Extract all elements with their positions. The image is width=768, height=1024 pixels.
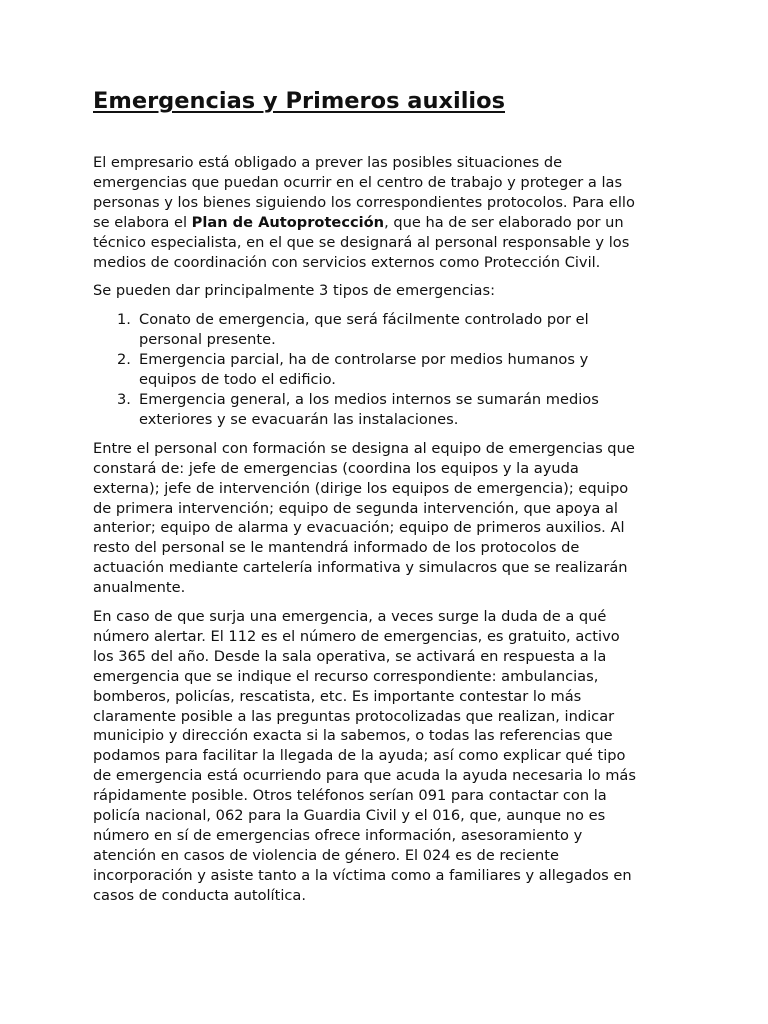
list-number: 1. <box>117 311 131 329</box>
text-line: rápidamente posible. Otros teléfonos serían 091 para contactar con la <box>93 787 607 805</box>
list-number: 2. <box>117 351 131 369</box>
text-line: medios de coordinación con servicios externos como Protección Civil. <box>93 253 601 271</box>
text-line: En caso de que surja una emergencia, a veces surge la duda de a qué <box>93 608 607 626</box>
text-line: de primera intervención; equipo de segunda intervención, que apoya al <box>93 499 618 517</box>
text-line: emergencias que puedan ocurrir en el centro de trabajo y proteger a las <box>93 173 623 191</box>
paragraph-plan-autoproteccion <box>93 153 683 272</box>
paragraph-equipo-emergencias <box>93 439 683 598</box>
paragraph-numeros-emergencia <box>93 607 683 906</box>
text-line: personal presente. <box>139 331 276 349</box>
emergency-types-list <box>93 310 683 429</box>
text-line: El empresario está obligado a prever las posibles situaciones de <box>93 154 563 171</box>
text-line: Entre el personal con formación se designa al equipo de emergencias que <box>93 439 635 457</box>
list-item <box>93 310 683 350</box>
text-line: atención en casos de violencia de género. El 024 es de reciente <box>93 846 559 864</box>
list-item <box>93 350 683 390</box>
text-line: número en sí de emergencias ofrece información, asesoramiento y <box>93 827 583 844</box>
text-line: número alertar. El 112 es el número de emergencias, es gratuito, activo <box>93 627 620 645</box>
bold-term-plan-autoproteccion: Plan de Autoprotección <box>191 213 385 231</box>
document-title: Emergencias y Primeros auxilios <box>93 88 505 114</box>
text-line: resto del personal se le mantendrá informado de los protocolos de <box>93 539 580 557</box>
text-line: policía nacional, 062 para la Guardia Civil y el 016, que, aunque no es <box>93 807 606 825</box>
text-line: claramente posible a las preguntas protocolizadas que realizan, indicar <box>93 707 615 725</box>
text-line: personas y los bienes siguiendo los correspondientes protocolos. Para ello <box>93 193 635 211</box>
list-number: 3. <box>117 390 131 408</box>
text-line: los 365 del año. Desde la sala operativa, se activará en respuesta a la <box>93 647 607 665</box>
text-line: externa); jefe de intervención (dirige los equipos de emergencia); equipo <box>93 479 629 497</box>
paragraph-tipos-intro: Se pueden dar principalmente 3 tipos de emergencias: <box>93 282 496 300</box>
text-line: podamos para facilitar la llegada de la ayuda; así como explicar qué tipo <box>93 747 626 765</box>
text-line: de emergencia está ocurriendo para que acuda la ayuda necesaria lo más <box>93 767 636 785</box>
text-line: Conato de emergencia, que será fácilmente controlado por el <box>139 311 589 329</box>
document-page <box>93 86 683 906</box>
text-line: Emergencia parcial, ha de controlarse por medios humanos y <box>139 351 589 369</box>
text-segment: se elabora el <box>93 213 192 231</box>
text-line: actuación mediante cartelería informativa y simulacros que se realizarán <box>93 559 628 577</box>
text-line: exteriores y se evacuarán las instalaciones. <box>139 410 459 428</box>
text-line: anualmente. <box>93 579 186 597</box>
text-line <box>93 213 683 233</box>
text-line: anterior; equipo de alarma y evacuación; equipo de primeros auxilios. Al <box>93 519 625 537</box>
list-item <box>93 390 683 430</box>
text-line: Emergencia general, a los medios internos se sumarán medios <box>139 390 599 408</box>
text-segment: , que ha de ser elaborado por un <box>384 213 624 231</box>
text-line: casos de conducta autolítica. <box>93 886 306 904</box>
text-line: incorporación y asiste tanto a la víctima como a familiares y allegados en <box>93 866 632 884</box>
text-line: técnico especialista, en el que se designará al personal responsable y los <box>93 233 630 251</box>
text-line: emergencia que se indique el recurso correspondiente: ambulancias, <box>93 667 599 685</box>
text-line: bomberos, policías, rescatista, etc. Es importante contestar lo más <box>93 687 582 705</box>
text-line: equipos de todo el edificio. <box>139 371 336 389</box>
text-line: municipio y dirección exacta si la sabemos, o todas las referencias que <box>93 727 613 745</box>
text-line: constará de: jefe de emergencias (coordina los equipos y la ayuda <box>93 459 579 477</box>
